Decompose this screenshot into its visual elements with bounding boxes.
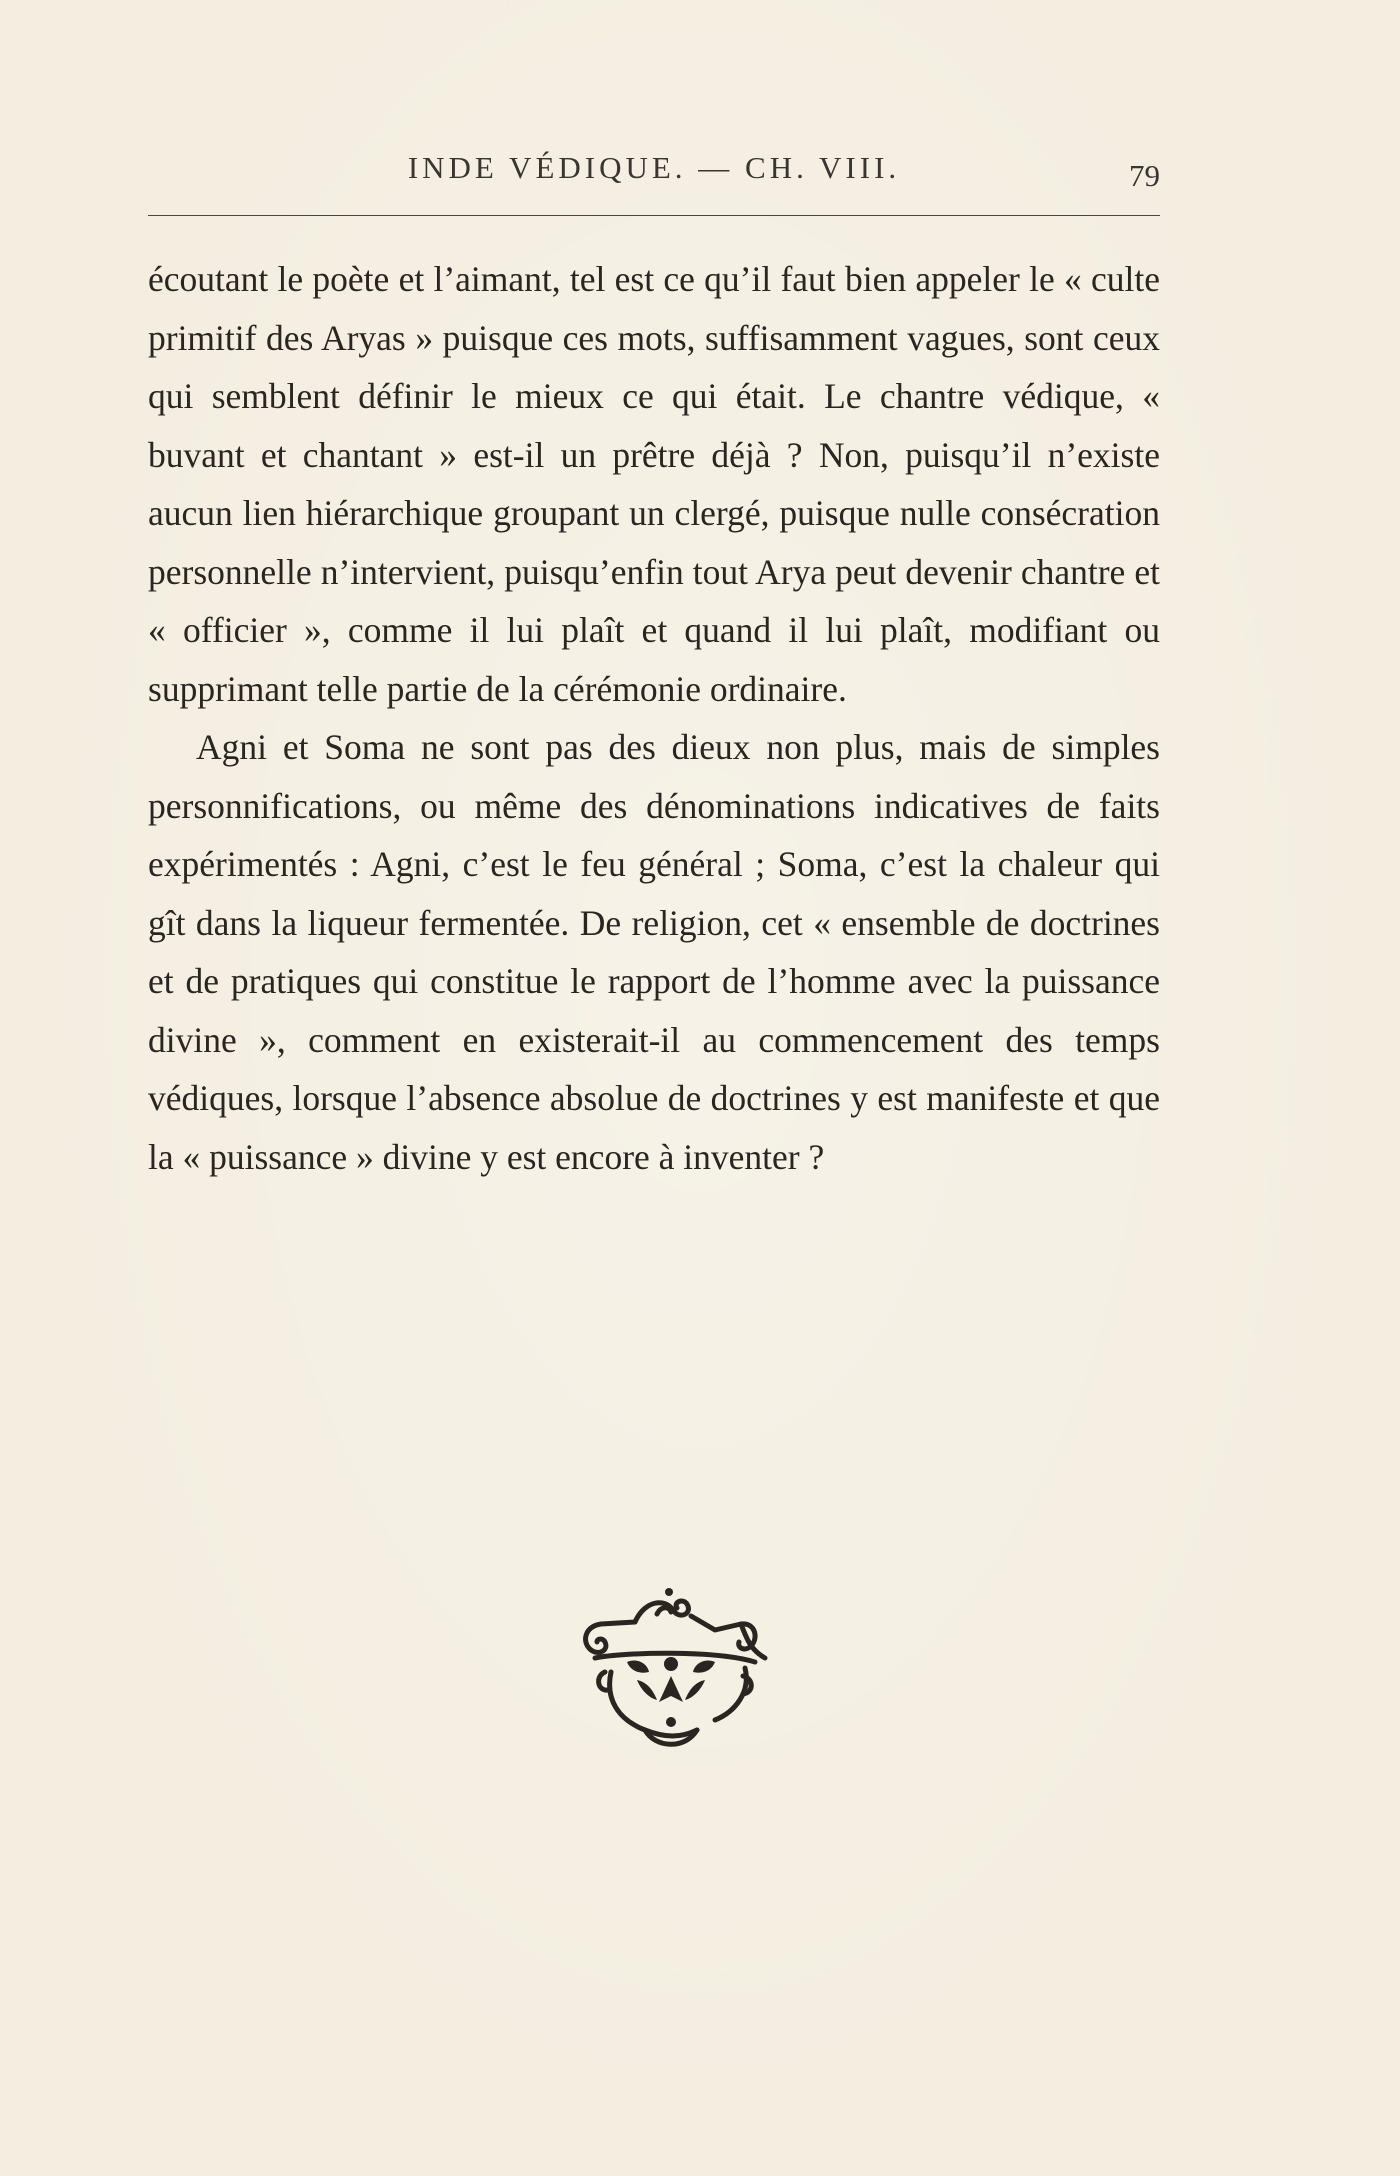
header-rule	[148, 215, 1160, 216]
running-title: INDE VÉDIQUE. — CH. VIII.	[407, 150, 901, 185]
paragraph-2: Agni et Soma ne sont pas des dieux non plus, mais de simples personnifications, ou même des dénominations indicatives de faits expérimentés : Agni, c’est le feu général ; Soma, c’est la chaleur qui gît dans la liqueur fermentée. De religion, cet « ensemble de doctrines et de pratiques qui constitue le rapport de l’homme avec la puissance divine », comment en existerait-il au commencement des temps védiques, lorsque l’absence absolue de doctrines y est manifeste et que la « puissance » divine y est encore à inventer ?	[148, 727, 1160, 1177]
fleuron-ornament-icon	[565, 1580, 785, 1760]
page-number: 79	[1129, 158, 1160, 193]
running-head	[148, 150, 1160, 200]
paragraph-1: écoutant le poète et l’aimant, tel est ce qu’il faut bien appeler le « culte primitif des Aryas » puisque ces mots, suffisamment vagues, sont ceux qui semblent définir le mieux ce qui était. Le chantre védique, « buvant et chantant » est-il un prêtre déjà ? Non, puisqu’il n’existe aucun lien hiérarchique groupant un clergé, puisque nulle consécration personnelle n’intervient, puisqu’enfin tout Arya peut devenir chantre et « officier », comme il lui plaît et quand il lui plaît, modifiant ou supprimant telle partie de la cérémonie ordinaire.	[148, 259, 1160, 709]
body-text	[148, 250, 1160, 1186]
